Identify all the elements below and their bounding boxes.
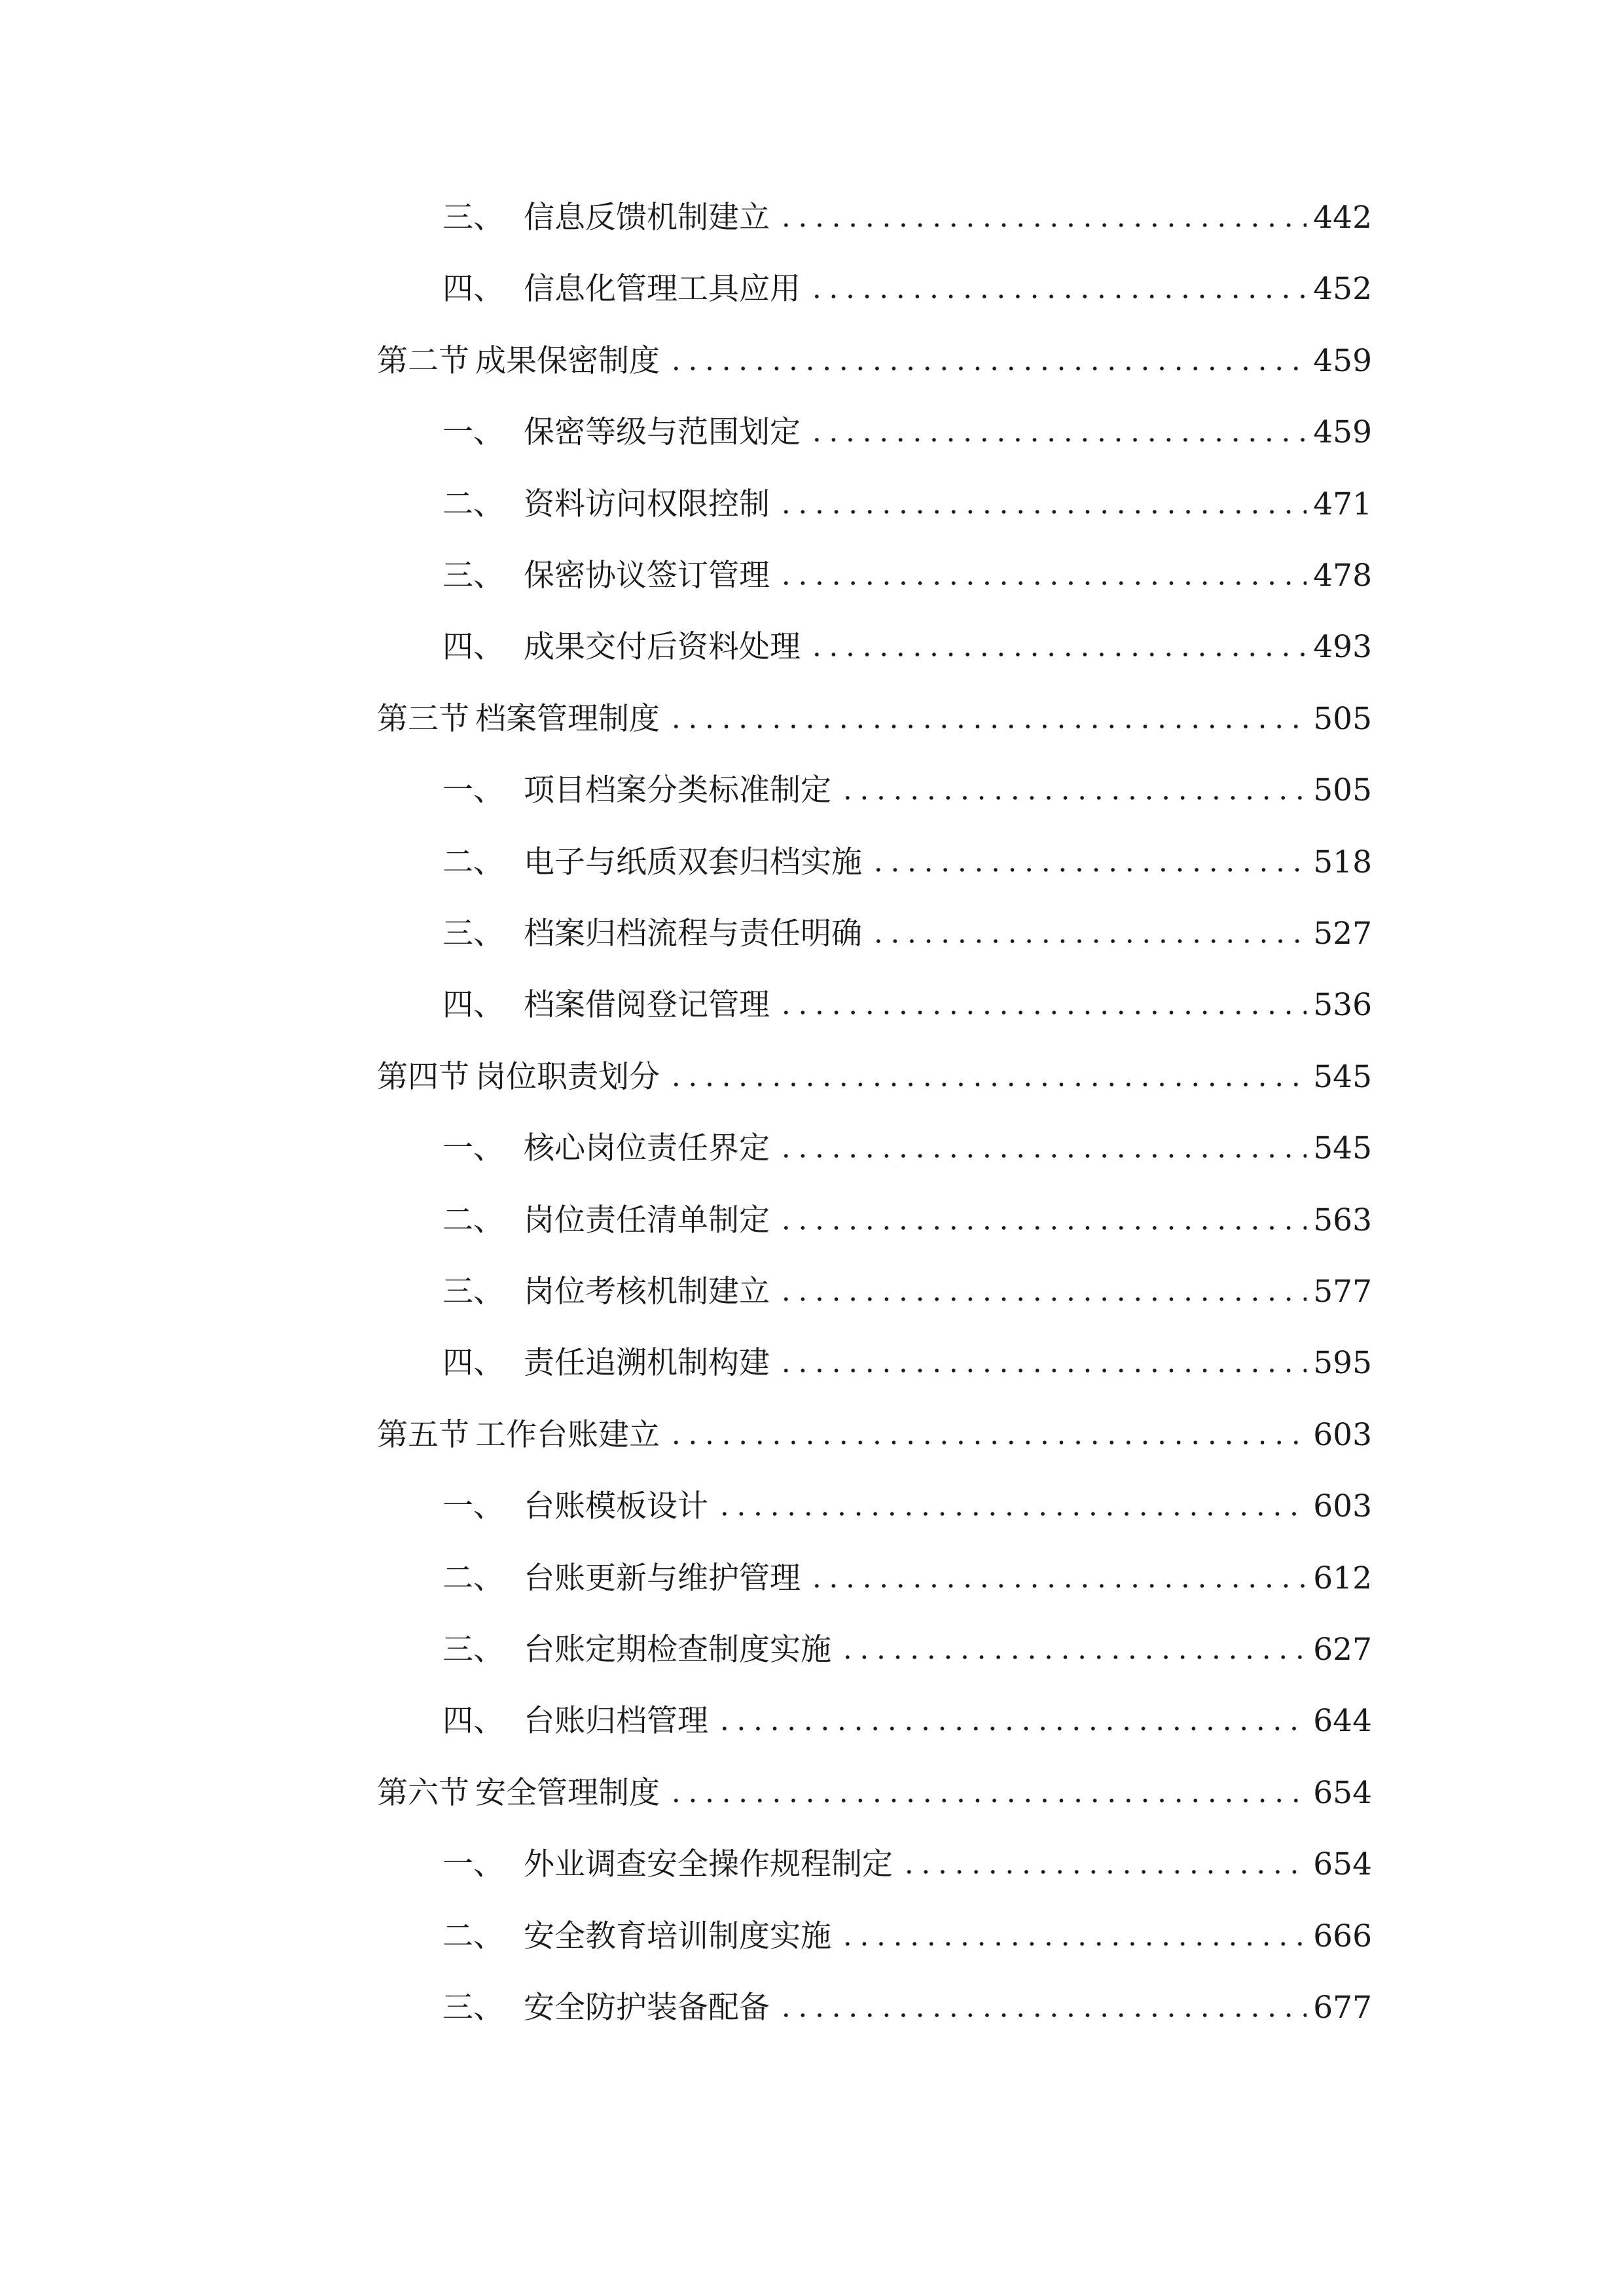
entry-number: 二、: [442, 1560, 504, 1596]
toc-subsection-entry[interactable]: [0, 1839, 1624, 1891]
entry-number: 第三节: [377, 701, 469, 737]
dot-leader: [778, 223, 1307, 227]
entry-number: 三、: [442, 916, 504, 952]
entry-title: 保密协议签订管理: [524, 558, 770, 594]
toc-subsection-entry[interactable]: [0, 263, 1624, 315]
entry-number: 二、: [442, 486, 504, 522]
entry-page-number: 505: [1313, 701, 1372, 737]
entry-number: 一、: [442, 414, 504, 450]
entry-number: 四、: [442, 271, 504, 307]
toc-subsection-entry[interactable]: [0, 1910, 1624, 1963]
entry-title: 电子与纸质双套归档实施: [524, 844, 862, 880]
dot-leader: [668, 367, 1307, 370]
dot-leader: [839, 1655, 1307, 1659]
dot-leader: [668, 1799, 1307, 1803]
entry-page-number: 612: [1313, 1560, 1372, 1596]
entry-title: 工作台账建立: [475, 1417, 660, 1453]
toc-subsection-entry[interactable]: [0, 1624, 1624, 1676]
toc-subsection-entry[interactable]: [0, 1337, 1624, 1390]
entry-title: 信息化管理工具应用: [524, 271, 801, 307]
toc-subsection-entry[interactable]: [0, 1266, 1624, 1318]
dot-leader: [778, 581, 1307, 585]
toc-section-entry[interactable]: [0, 1767, 1624, 1820]
entry-number: 三、: [442, 1632, 504, 1668]
entry-page-number: 505: [1313, 772, 1372, 808]
toc-section-entry[interactable]: [0, 693, 1624, 745]
entry-label: [442, 192, 775, 244]
entry-label: [442, 1624, 837, 1676]
entry-title: 外业调查安全操作规程制定: [524, 1846, 893, 1882]
entry-number: 四、: [442, 1345, 504, 1381]
entry-label: [442, 1982, 775, 2034]
entry-title: 台账定期检查制度实施: [524, 1632, 831, 1668]
dot-leader: [778, 1154, 1307, 1158]
dot-leader: [870, 939, 1307, 943]
entry-label: [442, 1194, 775, 1247]
dot-leader: [778, 1011, 1307, 1014]
entry-label: [377, 1409, 665, 1462]
entry-title: 责任追溯机制构建: [524, 1345, 770, 1381]
entry-label: [442, 1552, 806, 1605]
dot-leader: [668, 1441, 1307, 1444]
entry-page-number: 527: [1313, 916, 1372, 952]
dot-leader: [839, 1942, 1307, 1946]
entry-number: 一、: [442, 1846, 504, 1882]
entry-page-number: 677: [1313, 1990, 1372, 2026]
entry-page-number: 459: [1313, 343, 1372, 379]
dot-leader: [716, 1512, 1307, 1516]
dot-leader: [808, 1584, 1307, 1588]
entry-number: 四、: [442, 1703, 504, 1739]
entry-label: [442, 836, 867, 889]
entry-page-number: 563: [1313, 1202, 1372, 1238]
entry-number: 二、: [442, 844, 504, 880]
toc-section-entry[interactable]: [0, 1409, 1624, 1462]
entry-number: 第二节: [377, 343, 469, 379]
dot-leader: [839, 796, 1307, 800]
entry-number: 一、: [442, 772, 504, 808]
dot-leader: [716, 1727, 1307, 1731]
entry-label: [442, 1839, 898, 1891]
toc-subsection-entry[interactable]: [0, 406, 1624, 459]
entry-label: [442, 1266, 775, 1318]
dot-leader: [778, 1297, 1307, 1301]
entry-label: [442, 263, 806, 315]
entry-label: [442, 478, 775, 531]
toc-subsection-entry[interactable]: [0, 979, 1624, 1031]
entry-page-number: 654: [1313, 1775, 1372, 1811]
entry-title: 成果保密制度: [475, 343, 660, 379]
entry-label: [377, 693, 665, 745]
entry-page-number: 493: [1313, 629, 1372, 665]
toc-section-entry[interactable]: [0, 1051, 1624, 1103]
entry-number: 一、: [442, 1488, 504, 1524]
entry-label: [442, 1695, 713, 1748]
entry-number: 三、: [442, 1990, 504, 2026]
entry-page-number: 545: [1313, 1130, 1372, 1166]
entry-page-number: 518: [1313, 844, 1372, 880]
entry-number: 三、: [442, 200, 504, 236]
entry-page-number: 478: [1313, 558, 1372, 594]
entry-page-number: 536: [1313, 987, 1372, 1023]
entry-page-number: 666: [1313, 1918, 1372, 1954]
entry-label: [442, 908, 867, 960]
entry-page-number: 644: [1313, 1703, 1372, 1739]
dot-leader: [668, 725, 1307, 728]
entry-page-number: 545: [1313, 1059, 1372, 1095]
dot-leader: [808, 295, 1307, 298]
dot-leader: [778, 1226, 1307, 1230]
entry-label: [442, 1337, 775, 1390]
entry-label: [377, 335, 665, 387]
entry-title: 安全管理制度: [475, 1775, 660, 1811]
entry-title: 档案归档流程与责任明确: [524, 916, 862, 952]
entry-label: [442, 979, 775, 1031]
toc-subsection-entry[interactable]: [0, 192, 1624, 244]
entry-number: 第四节: [377, 1059, 469, 1095]
dot-leader: [778, 2013, 1307, 2017]
dot-leader: [808, 438, 1307, 442]
dot-leader: [901, 1870, 1307, 1874]
entry-label: [377, 1051, 665, 1103]
toc-subsection-entry[interactable]: [0, 1695, 1624, 1748]
dot-leader: [778, 1369, 1307, 1372]
entry-number: 第六节: [377, 1775, 469, 1811]
entry-number: 二、: [442, 1202, 504, 1238]
dot-leader: [778, 510, 1307, 514]
entry-label: [442, 550, 775, 602]
toc-subsection-entry[interactable]: [0, 478, 1624, 531]
toc-section-entry[interactable]: [0, 335, 1624, 387]
entry-number: 四、: [442, 629, 504, 665]
entry-label: [377, 1767, 665, 1820]
entry-title: 信息反馈机制建立: [524, 200, 770, 236]
toc-subsection-entry[interactable]: [0, 1122, 1624, 1175]
toc-subsection-entry[interactable]: [0, 621, 1624, 673]
toc-subsection-entry[interactable]: [0, 908, 1624, 960]
entry-number: 第五节: [377, 1417, 469, 1453]
toc-subsection-entry[interactable]: [0, 764, 1624, 817]
entry-title: 岗位考核机制建立: [524, 1274, 770, 1310]
entry-label: [442, 1480, 713, 1533]
entry-page-number: 452: [1313, 271, 1372, 307]
entry-title: 保密等级与范围划定: [524, 414, 801, 450]
toc-subsection-entry[interactable]: [0, 1982, 1624, 2034]
entry-title: 岗位责任清单制定: [524, 1202, 770, 1238]
entry-label: [442, 406, 806, 459]
dot-leader: [668, 1083, 1307, 1086]
entry-page-number: 603: [1313, 1488, 1372, 1524]
entry-page-number: 654: [1313, 1846, 1372, 1882]
entry-label: [442, 1910, 837, 1963]
toc-subsection-entry[interactable]: [0, 1480, 1624, 1533]
entry-title: 岗位职责划分: [475, 1059, 660, 1095]
entry-page-number: 595: [1313, 1345, 1372, 1381]
entry-label: [442, 1122, 775, 1175]
entry-page-number: 577: [1313, 1274, 1372, 1310]
entry-number: 四、: [442, 987, 504, 1023]
entry-title: 资料访问权限控制: [524, 486, 770, 522]
toc-subsection-entry[interactable]: [0, 1552, 1624, 1605]
toc-subsection-entry[interactable]: [0, 1194, 1624, 1247]
toc-subsection-entry[interactable]: [0, 836, 1624, 889]
entry-page-number: 471: [1313, 486, 1372, 522]
entry-title: 档案管理制度: [475, 701, 660, 737]
dot-leader: [870, 868, 1307, 872]
entry-title: 台账归档管理: [524, 1703, 708, 1739]
entry-label: [442, 621, 806, 673]
entry-page-number: 459: [1313, 414, 1372, 450]
entry-page-number: 442: [1313, 200, 1372, 236]
entry-number: 三、: [442, 558, 504, 594]
entry-title: 安全防护装备配备: [524, 1990, 770, 2026]
entry-number: 三、: [442, 1274, 504, 1310]
entry-title: 成果交付后资料处理: [524, 629, 801, 665]
entry-page-number: 627: [1313, 1632, 1372, 1668]
toc-subsection-entry[interactable]: [0, 550, 1624, 602]
entry-title: 安全教育培训制度实施: [524, 1918, 831, 1954]
entry-title: 台账模板设计: [524, 1488, 708, 1524]
entry-title: 档案借阅登记管理: [524, 987, 770, 1023]
entry-page-number: 603: [1313, 1417, 1372, 1453]
entry-title: 项目档案分类标准制定: [524, 772, 831, 808]
entry-title: 台账更新与维护管理: [524, 1560, 801, 1596]
entry-number: 二、: [442, 1918, 504, 1954]
dot-leader: [808, 653, 1307, 656]
entry-title: 核心岗位责任界定: [524, 1130, 770, 1166]
entry-number: 一、: [442, 1130, 504, 1166]
entry-label: [442, 764, 837, 817]
